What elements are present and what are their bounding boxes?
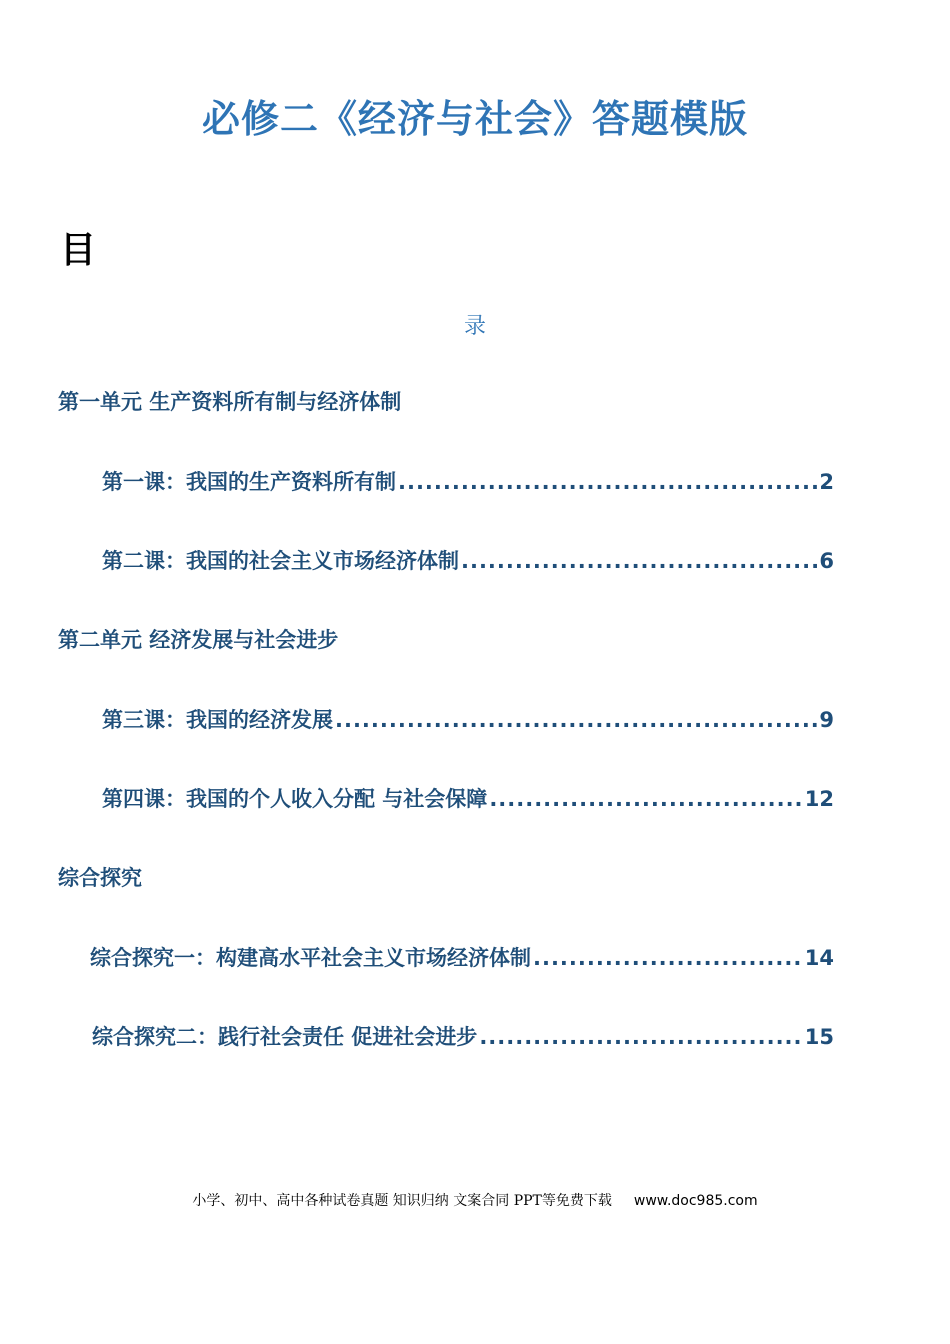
toc-page-number: 2 [819,470,834,494]
toc-unit-1[interactable]: 第一单元 生产资料所有制与经济体制 [58,390,402,414]
toc-entry-lesson-2[interactable] [102,545,834,575]
toc-page-number: 9 [819,708,834,732]
toc-entry-label: 综合探究一：构建高水平社会主义市场经济体制 [90,946,531,970]
toc-unit-3[interactable]: 综合探究 [58,866,142,890]
toc-page-number: 15 [804,1025,834,1049]
toc-heading-part2: 录 [463,314,486,339]
toc-heading-part1: 目 [60,230,97,271]
toc-dot-leader [489,787,802,811]
toc-unit-2[interactable]: 第二单元 经济发展与社会进步 [58,628,339,652]
toc-dot-leader [479,1025,802,1049]
toc-dot-leader [398,470,817,494]
toc-page-number: 12 [804,787,834,811]
toc-page-number: 14 [804,946,834,970]
toc-entry-lesson-4[interactable] [102,783,834,813]
toc-entry-explore-1[interactable] [90,942,834,972]
toc-entry-label: 综合探究二：践行社会责任 促进社会进步 [92,1025,478,1049]
footer-text: 小学、初中、高中各种试卷真题 知识归纳 文案合同 PPT等免费下载 [192,1193,612,1209]
toc-dot-leader [335,708,817,732]
toc-entry-label: 第三课：我国的经济发展 [102,708,333,732]
toc-entry-explore-2[interactable] [92,1021,834,1051]
toc-entry-label: 第四课：我国的个人收入分配 与社会保障 [102,787,488,811]
footer-site-link[interactable]: www.doc985.com [633,1193,758,1209]
toc-entry-label: 第一课：我国的生产资料所有制 [102,470,396,494]
document-title: 必修二《经济与社会》答题模版 [201,97,748,141]
page-footer [0,1190,950,1210]
toc-dot-leader [461,549,817,573]
toc-entry-lesson-1[interactable] [102,466,834,496]
toc-entry-lesson-3[interactable] [102,704,834,734]
toc-entry-label: 第二课：我国的社会主义市场经济体制 [102,549,459,573]
toc-dot-leader [533,946,803,970]
toc-page-number: 6 [819,549,834,573]
